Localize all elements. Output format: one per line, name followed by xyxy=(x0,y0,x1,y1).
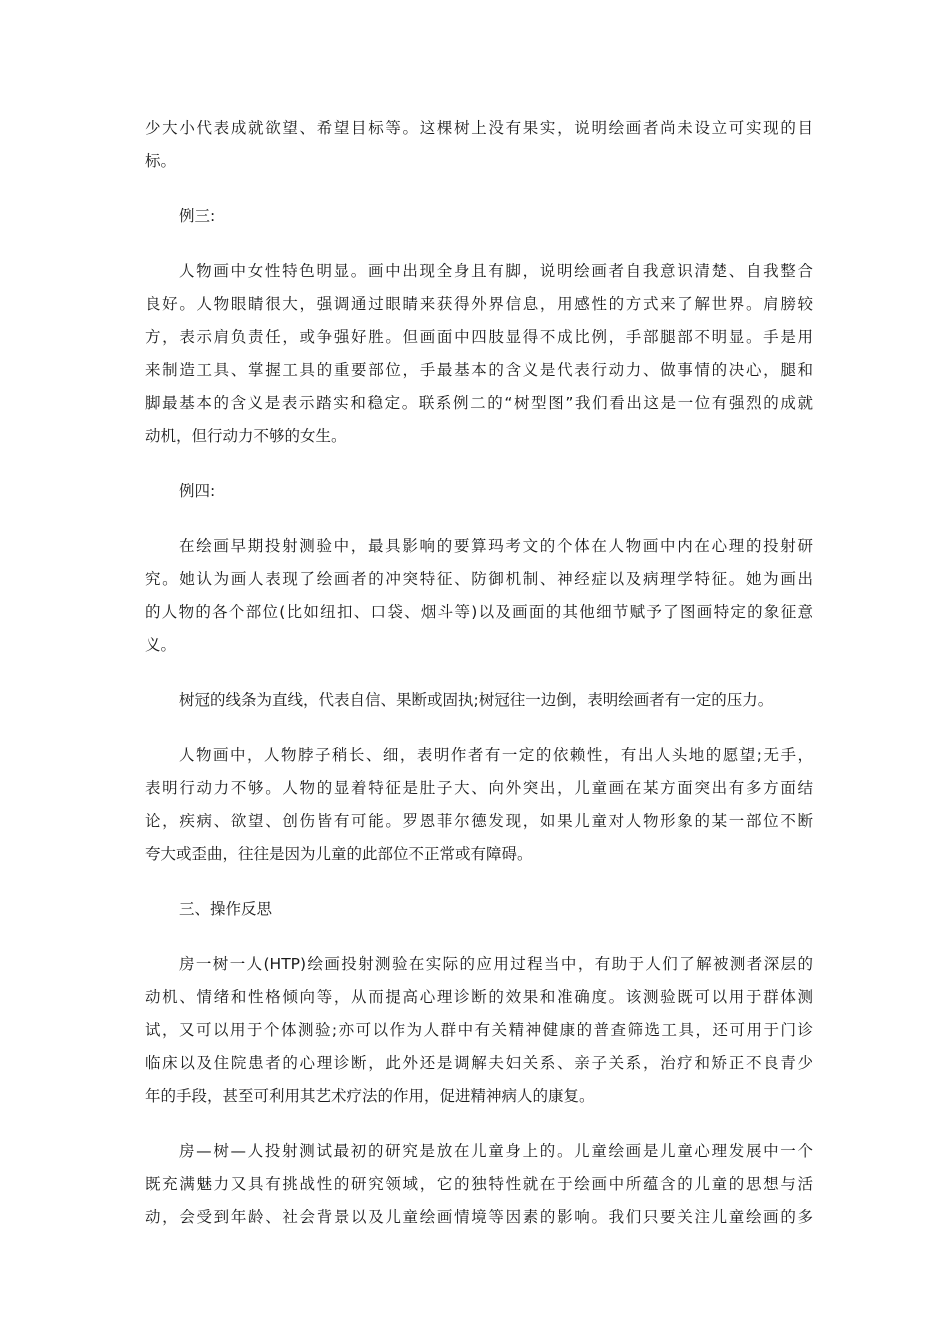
paragraph xyxy=(145,255,813,453)
text-line: 论，疾病、欲望、创伤皆有可能。罗恩菲尔德发现，如果儿童对人物形象的某一部位不断 xyxy=(145,812,813,830)
paragraph xyxy=(145,1135,813,1234)
paragraph xyxy=(145,739,813,871)
text-line: 树冠的线条为直线，代表自信、果断或固执;树冠往一边倒，表明绘画者有一定的压力。 xyxy=(179,691,774,709)
paragraph xyxy=(145,684,813,717)
text-line: 表明行动力不够。人物的显着特征是肚子大、向外突出，儿童画在某方面突出有多方面结 xyxy=(145,779,813,797)
text-line: 年的手段，甚至可利用其艺术疗法的作用，促进精神病人的康复。 xyxy=(145,1087,595,1105)
text-line: 例四: xyxy=(179,482,216,500)
text-line: 例三: xyxy=(179,207,216,225)
text-line: 人物画中女性特色明显。画中出现全身且有脚，说明绘画者自我意识清楚、自我整合 xyxy=(179,262,813,280)
text-line: 三、操作反思 xyxy=(179,900,273,918)
paragraph xyxy=(145,530,813,662)
text-line: 房一树一人(HTP)绘画投射测验在实际的应用过程当中，有助于人们了解被测者深层的 xyxy=(179,955,813,973)
text-line: 夸大或歪曲，往往是因为儿童的此部位不正常或有障碍。 xyxy=(145,845,533,863)
text-line: 动机、情绪和性格倾向等，从而提高心理诊断的效果和准确度。该测验既可以用于群体测 xyxy=(145,988,813,1006)
text-line: 人物画中，人物脖子稍长、细，表明作者有一定的依赖性，有出人头地的愿望;无手， xyxy=(179,746,813,764)
document-body xyxy=(145,112,813,1234)
example-heading xyxy=(145,475,813,508)
text-line: 少大小代表成就欲望、希望目标等。这棵树上没有果实，说明绘画者尚未设立可实现的目 xyxy=(145,119,813,137)
paragraph xyxy=(145,948,813,1113)
text-line: 标。 xyxy=(145,152,177,170)
text-line: 既充满魅力又具有挑战性的研究领域，它的独特性就在于绘画中所蕴含的儿童的思想与活 xyxy=(145,1175,813,1193)
text-line: 方，表示肩负责任，或争强好胜。但画面中四肢显得不成比例，手部腿部不明显。手是用 xyxy=(145,328,813,346)
text-line: 究。她认为画人表现了绘画者的冲突特征、防御机制、神经症以及病理学特征。她为画出 xyxy=(145,570,813,588)
text-line: 义。 xyxy=(145,636,177,654)
text-line: 动机，但行动力不够的女生。 xyxy=(145,427,347,445)
text-line: 脚最基本的含义是表示踏实和稳定。联系例二的“树型图”我们看出这是一位有强烈的成就 xyxy=(145,394,813,412)
text-line: 在绘画早期投射测验中，最具影响的要算玛考文的个体在人物画中内在心理的投射研 xyxy=(179,537,813,555)
text-line: 试，又可以用于个体测验;亦可以作为人群中有关精神健康的普查筛选工具，还可用于门诊 xyxy=(145,1021,813,1039)
text-line: 的人物的各个部位(比如纽扣、口袋、烟斗等)以及画面的其他细节赋予了图画特定的象征意 xyxy=(145,603,813,621)
text-line: 良好。人物眼睛很大，强调通过眼睛来获得外界信息，用感性的方式来了解世界。肩膀较 xyxy=(145,295,813,313)
text-line: 动，会受到年龄、社会背景以及儿童绘画情境等因素的影响。我们只要关注儿童绘画的多 xyxy=(145,1208,813,1226)
text-line: 临床以及住院患者的心理诊断，此外还是调解夫妇关系、亲子关系，治疗和矫正不良青少 xyxy=(145,1054,813,1072)
paragraph-continuation xyxy=(145,112,813,178)
section-heading xyxy=(145,893,813,926)
example-heading xyxy=(145,200,813,233)
text-line: 房—树—人投射测试最初的研究是放在儿童身上的。儿童绘画是儿童心理发展中一个 xyxy=(179,1142,813,1160)
text-line: 来制造工具、掌握工具的重要部位，手最基本的含义是代表行动力、做事情的决心，腿和 xyxy=(145,361,813,379)
